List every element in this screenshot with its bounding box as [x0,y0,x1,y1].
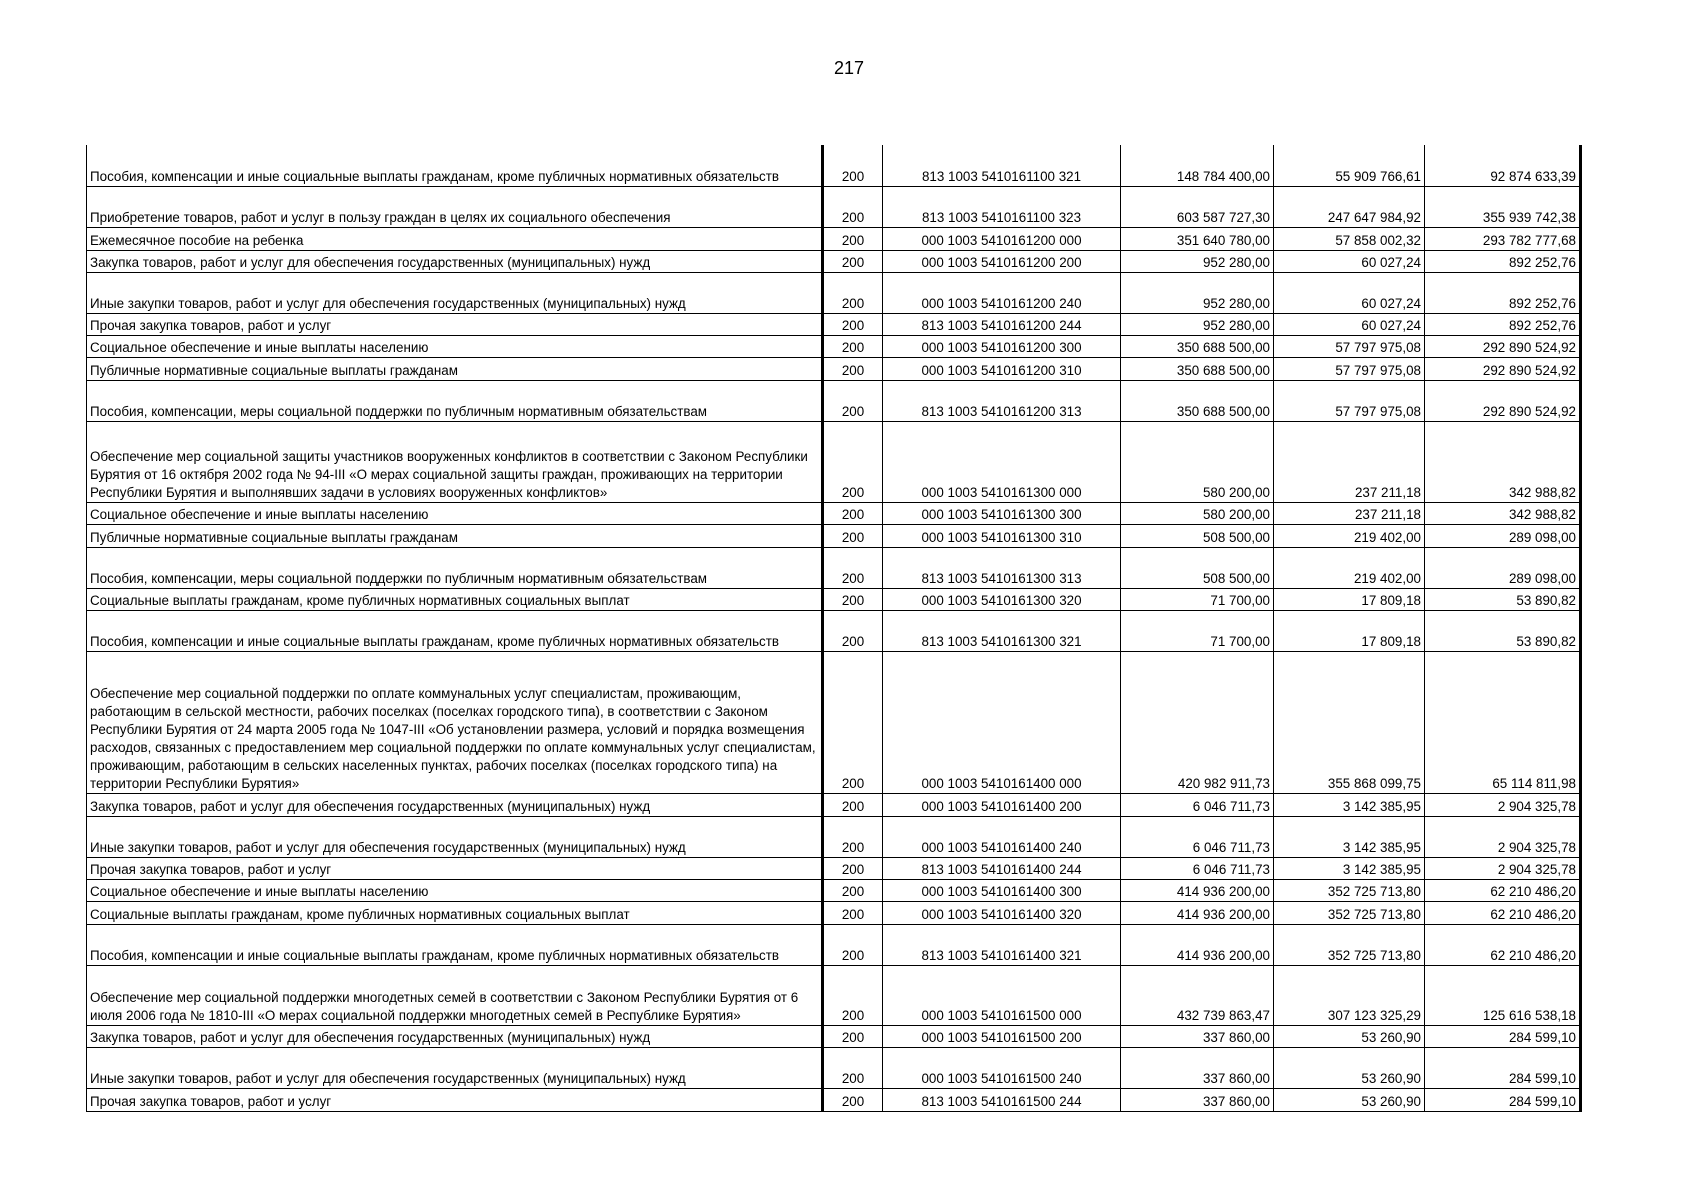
table-row [87,272,1581,313]
table-row [87,250,1581,272]
row-executed-amount: 53 260,90 [1274,1088,1425,1111]
row-line-code: 200 [823,502,883,524]
row-executed-amount: 3 142 385,95 [1274,857,1425,879]
row-name: Пособия, компенсации и иные социальные выплаты гражданам, кроме публичных нормативных обязательств [87,924,823,965]
row-unexecuted-amount: 342 988,82 [1425,421,1581,502]
table-row [87,357,1581,380]
table-row [87,965,1581,1025]
row-line-code: 200 [823,547,883,588]
row-line-code: 200 [823,421,883,502]
row-budget-classification-code: 813 1003 5410161300 313 [883,547,1121,588]
row-budget-classification-code: 813 1003 5410161300 321 [883,610,1121,651]
row-budget-classification-code: 000 1003 5410161300 300 [883,502,1121,524]
row-approved-amount: 952 280,00 [1121,272,1274,313]
row-approved-amount: 420 982 911,73 [1121,651,1274,793]
table-row [87,1047,1581,1088]
row-line-code: 200 [823,335,883,357]
row-budget-classification-code: 000 1003 5410161200 000 [883,227,1121,250]
row-approved-amount: 337 860,00 [1121,1047,1274,1088]
row-executed-amount: 53 260,90 [1274,1047,1425,1088]
row-approved-amount: 350 688 500,00 [1121,335,1274,357]
row-budget-classification-code: 813 1003 5410161400 321 [883,924,1121,965]
row-unexecuted-amount: 2 904 325,78 [1425,857,1581,879]
row-approved-amount: 6 046 711,73 [1121,857,1274,879]
row-unexecuted-amount: 53 890,82 [1425,588,1581,610]
row-name: Прочая закупка товаров, работ и услуг [87,857,823,879]
row-name: Публичные нормативные социальные выплаты гражданам [87,357,823,380]
row-executed-amount: 352 725 713,80 [1274,901,1425,924]
table-row [87,524,1581,547]
row-line-code: 200 [823,879,883,901]
row-unexecuted-amount: 2 904 325,78 [1425,793,1581,816]
row-line-code: 200 [823,610,883,651]
row-unexecuted-amount: 289 098,00 [1425,524,1581,547]
row-approved-amount: 6 046 711,73 [1121,793,1274,816]
row-executed-amount: 55 909 766,61 [1274,145,1425,186]
row-approved-amount: 71 700,00 [1121,588,1274,610]
row-budget-classification-code: 813 1003 5410161500 244 [883,1088,1121,1111]
row-name: Социальное обеспечение и иные выплаты населению [87,879,823,901]
row-budget-classification-code: 000 1003 5410161500 200 [883,1025,1121,1047]
row-executed-amount: 3 142 385,95 [1274,793,1425,816]
row-line-code: 200 [823,651,883,793]
row-name: Обеспечение мер социальной поддержки по оплате коммунальных услуг специалистам, проживающим, работающим в сельской местности, рабочих поселках (поселках городского типа), в соответствии с Законом Республики Бурятия от 24 марта 2005 года № 1047-III «Об установлении размера, условий и порядка возмещения расходов, связанных с предоставлением мер социальной поддержки по оплате коммунальных услуг специалистам, проживающим, работающим в сельских населенных пунктах, рабочих поселках (поселках городского типа) на территории Республики Бурятия» [87,651,823,793]
table-row [87,610,1581,651]
row-name: Пособия, компенсации, меры социальной поддержки по публичным нормативным обязательствам [87,380,823,421]
row-approved-amount: 414 936 200,00 [1121,901,1274,924]
row-line-code: 200 [823,1047,883,1088]
row-unexecuted-amount: 292 890 524,92 [1425,335,1581,357]
row-approved-amount: 952 280,00 [1121,250,1274,272]
row-unexecuted-amount: 892 252,76 [1425,313,1581,335]
row-unexecuted-amount: 53 890,82 [1425,610,1581,651]
row-unexecuted-amount: 62 210 486,20 [1425,879,1581,901]
table-row [87,186,1581,227]
row-unexecuted-amount: 342 988,82 [1425,502,1581,524]
table-row [87,816,1581,857]
row-unexecuted-amount: 62 210 486,20 [1425,901,1581,924]
table-row [87,421,1581,502]
row-budget-classification-code: 813 1003 5410161200 313 [883,380,1121,421]
row-executed-amount: 57 797 975,08 [1274,335,1425,357]
row-name: Иные закупки товаров, работ и услуг для обеспечения государственных (муниципальных) нужд [87,1047,823,1088]
row-approved-amount: 414 936 200,00 [1121,879,1274,901]
row-approved-amount: 148 784 400,00 [1121,145,1274,186]
table-row [87,924,1581,965]
row-unexecuted-amount: 62 210 486,20 [1425,924,1581,965]
row-approved-amount: 580 200,00 [1121,421,1274,502]
row-name: Социальные выплаты гражданам, кроме публичных нормативных социальных выплат [87,588,823,610]
row-budget-classification-code: 000 1003 5410161300 320 [883,588,1121,610]
row-executed-amount: 60 027,24 [1274,313,1425,335]
row-unexecuted-amount: 892 252,76 [1425,250,1581,272]
row-budget-classification-code: 000 1003 5410161300 310 [883,524,1121,547]
row-budget-classification-code: 000 1003 5410161400 240 [883,816,1121,857]
row-name: Ежемесячное пособие на ребенка [87,227,823,250]
row-line-code: 200 [823,816,883,857]
row-line-code: 200 [823,1088,883,1111]
table-row [87,313,1581,335]
row-budget-classification-code: 000 1003 5410161200 310 [883,357,1121,380]
row-budget-classification-code: 000 1003 5410161300 000 [883,421,1121,502]
budget-table [86,145,1582,1112]
table-row [87,651,1581,793]
row-budget-classification-code: 813 1003 5410161400 244 [883,857,1121,879]
row-approved-amount: 414 936 200,00 [1121,924,1274,965]
row-approved-amount: 580 200,00 [1121,502,1274,524]
row-unexecuted-amount: 92 874 633,39 [1425,145,1581,186]
row-approved-amount: 71 700,00 [1121,610,1274,651]
table-row [87,588,1581,610]
row-budget-classification-code: 813 1003 5410161100 321 [883,145,1121,186]
table-row [87,1088,1581,1111]
row-budget-classification-code: 000 1003 5410161500 240 [883,1047,1121,1088]
row-unexecuted-amount: 284 599,10 [1425,1025,1581,1047]
row-line-code: 200 [823,524,883,547]
row-budget-classification-code: 000 1003 5410161400 320 [883,901,1121,924]
table-row [87,380,1581,421]
row-approved-amount: 350 688 500,00 [1121,380,1274,421]
row-budget-classification-code: 000 1003 5410161200 200 [883,250,1121,272]
row-unexecuted-amount: 284 599,10 [1425,1088,1581,1111]
row-executed-amount: 237 211,18 [1274,502,1425,524]
row-line-code: 200 [823,380,883,421]
row-name: Иные закупки товаров, работ и услуг для обеспечения государственных (муниципальных) нужд [87,272,823,313]
row-line-code: 200 [823,227,883,250]
row-executed-amount: 60 027,24 [1274,250,1425,272]
row-approved-amount: 508 500,00 [1121,524,1274,547]
row-budget-classification-code: 813 1003 5410161200 244 [883,313,1121,335]
page-number: 217 [833,58,865,78]
row-budget-classification-code: 000 1003 5410161200 240 [883,272,1121,313]
row-executed-amount: 247 647 984,92 [1274,186,1425,227]
row-name: Обеспечение мер социальной поддержки многодетных семей в соответствии с Законом Республики Бурятия от 6 июля 2006 года № 1810-III «О мерах социальной поддержки многодетных семей в Республике Бурятия» [87,965,823,1025]
row-name: Приобретение товаров, работ и услуг в пользу граждан в целях их социального обеспечения [87,186,823,227]
row-line-code: 200 [823,924,883,965]
row-line-code: 200 [823,186,883,227]
row-unexecuted-amount: 293 782 777,68 [1425,227,1581,250]
row-executed-amount: 237 211,18 [1274,421,1425,502]
row-approved-amount: 603 587 727,30 [1121,186,1274,227]
row-executed-amount: 307 123 325,29 [1274,965,1425,1025]
row-line-code: 200 [823,313,883,335]
row-unexecuted-amount: 289 098,00 [1425,547,1581,588]
table-row [87,1025,1581,1047]
row-line-code: 200 [823,793,883,816]
table-row [87,335,1581,357]
row-executed-amount: 57 858 002,32 [1274,227,1425,250]
row-executed-amount: 53 260,90 [1274,1025,1425,1047]
row-name: Обеспечение мер социальной защиты участников вооруженных конфликтов в соответствии с Законом Республики Бурятия от 16 октября 2002 года № 94-III «О мерах социальной защиты граждан, проживающих на территории Республики Бурятия и выполнявших задачи в условиях вооруженных конфликтов» [87,421,823,502]
table-row [87,227,1581,250]
row-line-code: 200 [823,250,883,272]
row-line-code: 200 [823,901,883,924]
row-name: Публичные нормативные социальные выплаты гражданам [87,524,823,547]
row-approved-amount: 337 860,00 [1121,1025,1274,1047]
row-executed-amount: 17 809,18 [1274,610,1425,651]
row-executed-amount: 3 142 385,95 [1274,816,1425,857]
row-line-code: 200 [823,1025,883,1047]
row-executed-amount: 60 027,24 [1274,272,1425,313]
row-name: Пособия, компенсации, меры социальной поддержки по публичным нормативным обязательствам [87,547,823,588]
table-row [87,547,1581,588]
table-row [87,145,1581,186]
table-row [87,793,1581,816]
row-approved-amount: 432 739 863,47 [1121,965,1274,1025]
row-name: Закупка товаров, работ и услуг для обеспечения государственных (муниципальных) нужд [87,793,823,816]
row-unexecuted-amount: 2 904 325,78 [1425,816,1581,857]
row-executed-amount: 219 402,00 [1274,547,1425,588]
row-name: Иные закупки товаров, работ и услуг для обеспечения государственных (муниципальных) нужд [87,816,823,857]
row-name: Пособия, компенсации и иные социальные выплаты гражданам, кроме публичных нормативных обязательств [87,145,823,186]
row-executed-amount: 355 868 099,75 [1274,651,1425,793]
row-executed-amount: 352 725 713,80 [1274,924,1425,965]
row-executed-amount: 219 402,00 [1274,524,1425,547]
row-budget-classification-code: 000 1003 5410161200 300 [883,335,1121,357]
row-unexecuted-amount: 65 114 811,98 [1425,651,1581,793]
row-line-code: 200 [823,588,883,610]
row-line-code: 200 [823,857,883,879]
row-budget-classification-code: 813 1003 5410161100 323 [883,186,1121,227]
row-approved-amount: 337 860,00 [1121,1088,1274,1111]
row-budget-classification-code: 000 1003 5410161400 300 [883,879,1121,901]
row-unexecuted-amount: 292 890 524,92 [1425,357,1581,380]
row-name: Закупка товаров, работ и услуг для обеспечения государственных (муниципальных) нужд [87,250,823,272]
row-approved-amount: 351 640 780,00 [1121,227,1274,250]
row-approved-amount: 6 046 711,73 [1121,816,1274,857]
row-line-code: 200 [823,145,883,186]
row-unexecuted-amount: 355 939 742,38 [1425,186,1581,227]
row-executed-amount: 17 809,18 [1274,588,1425,610]
row-name: Прочая закупка товаров, работ и услуг [87,313,823,335]
row-name: Социальное обеспечение и иные выплаты населению [87,335,823,357]
row-budget-classification-code: 000 1003 5410161400 000 [883,651,1121,793]
row-executed-amount: 57 797 975,08 [1274,357,1425,380]
row-name: Социальные выплаты гражданам, кроме публичных нормативных социальных выплат [87,901,823,924]
budget-table-body [87,145,1581,1111]
row-approved-amount: 350 688 500,00 [1121,357,1274,380]
row-name: Социальное обеспечение и иные выплаты населению [87,502,823,524]
row-line-code: 200 [823,965,883,1025]
row-unexecuted-amount: 892 252,76 [1425,272,1581,313]
row-name: Прочая закупка товаров, работ и услуг [87,1088,823,1111]
row-line-code: 200 [823,272,883,313]
row-name: Закупка товаров, работ и услуг для обеспечения государственных (муниципальных) нужд [87,1025,823,1047]
row-budget-classification-code: 000 1003 5410161500 000 [883,965,1121,1025]
row-name: Пособия, компенсации и иные социальные выплаты гражданам, кроме публичных нормативных обязательств [87,610,823,651]
row-unexecuted-amount: 292 890 524,92 [1425,380,1581,421]
row-line-code: 200 [823,357,883,380]
table-row [87,502,1581,524]
row-executed-amount: 352 725 713,80 [1274,879,1425,901]
row-unexecuted-amount: 125 616 538,18 [1425,965,1581,1025]
row-budget-classification-code: 000 1003 5410161400 200 [883,793,1121,816]
row-approved-amount: 508 500,00 [1121,547,1274,588]
table-row [87,901,1581,924]
row-approved-amount: 952 280,00 [1121,313,1274,335]
table-row [87,857,1581,879]
row-unexecuted-amount: 284 599,10 [1425,1047,1581,1088]
row-executed-amount: 57 797 975,08 [1274,380,1425,421]
table-row [87,879,1581,901]
